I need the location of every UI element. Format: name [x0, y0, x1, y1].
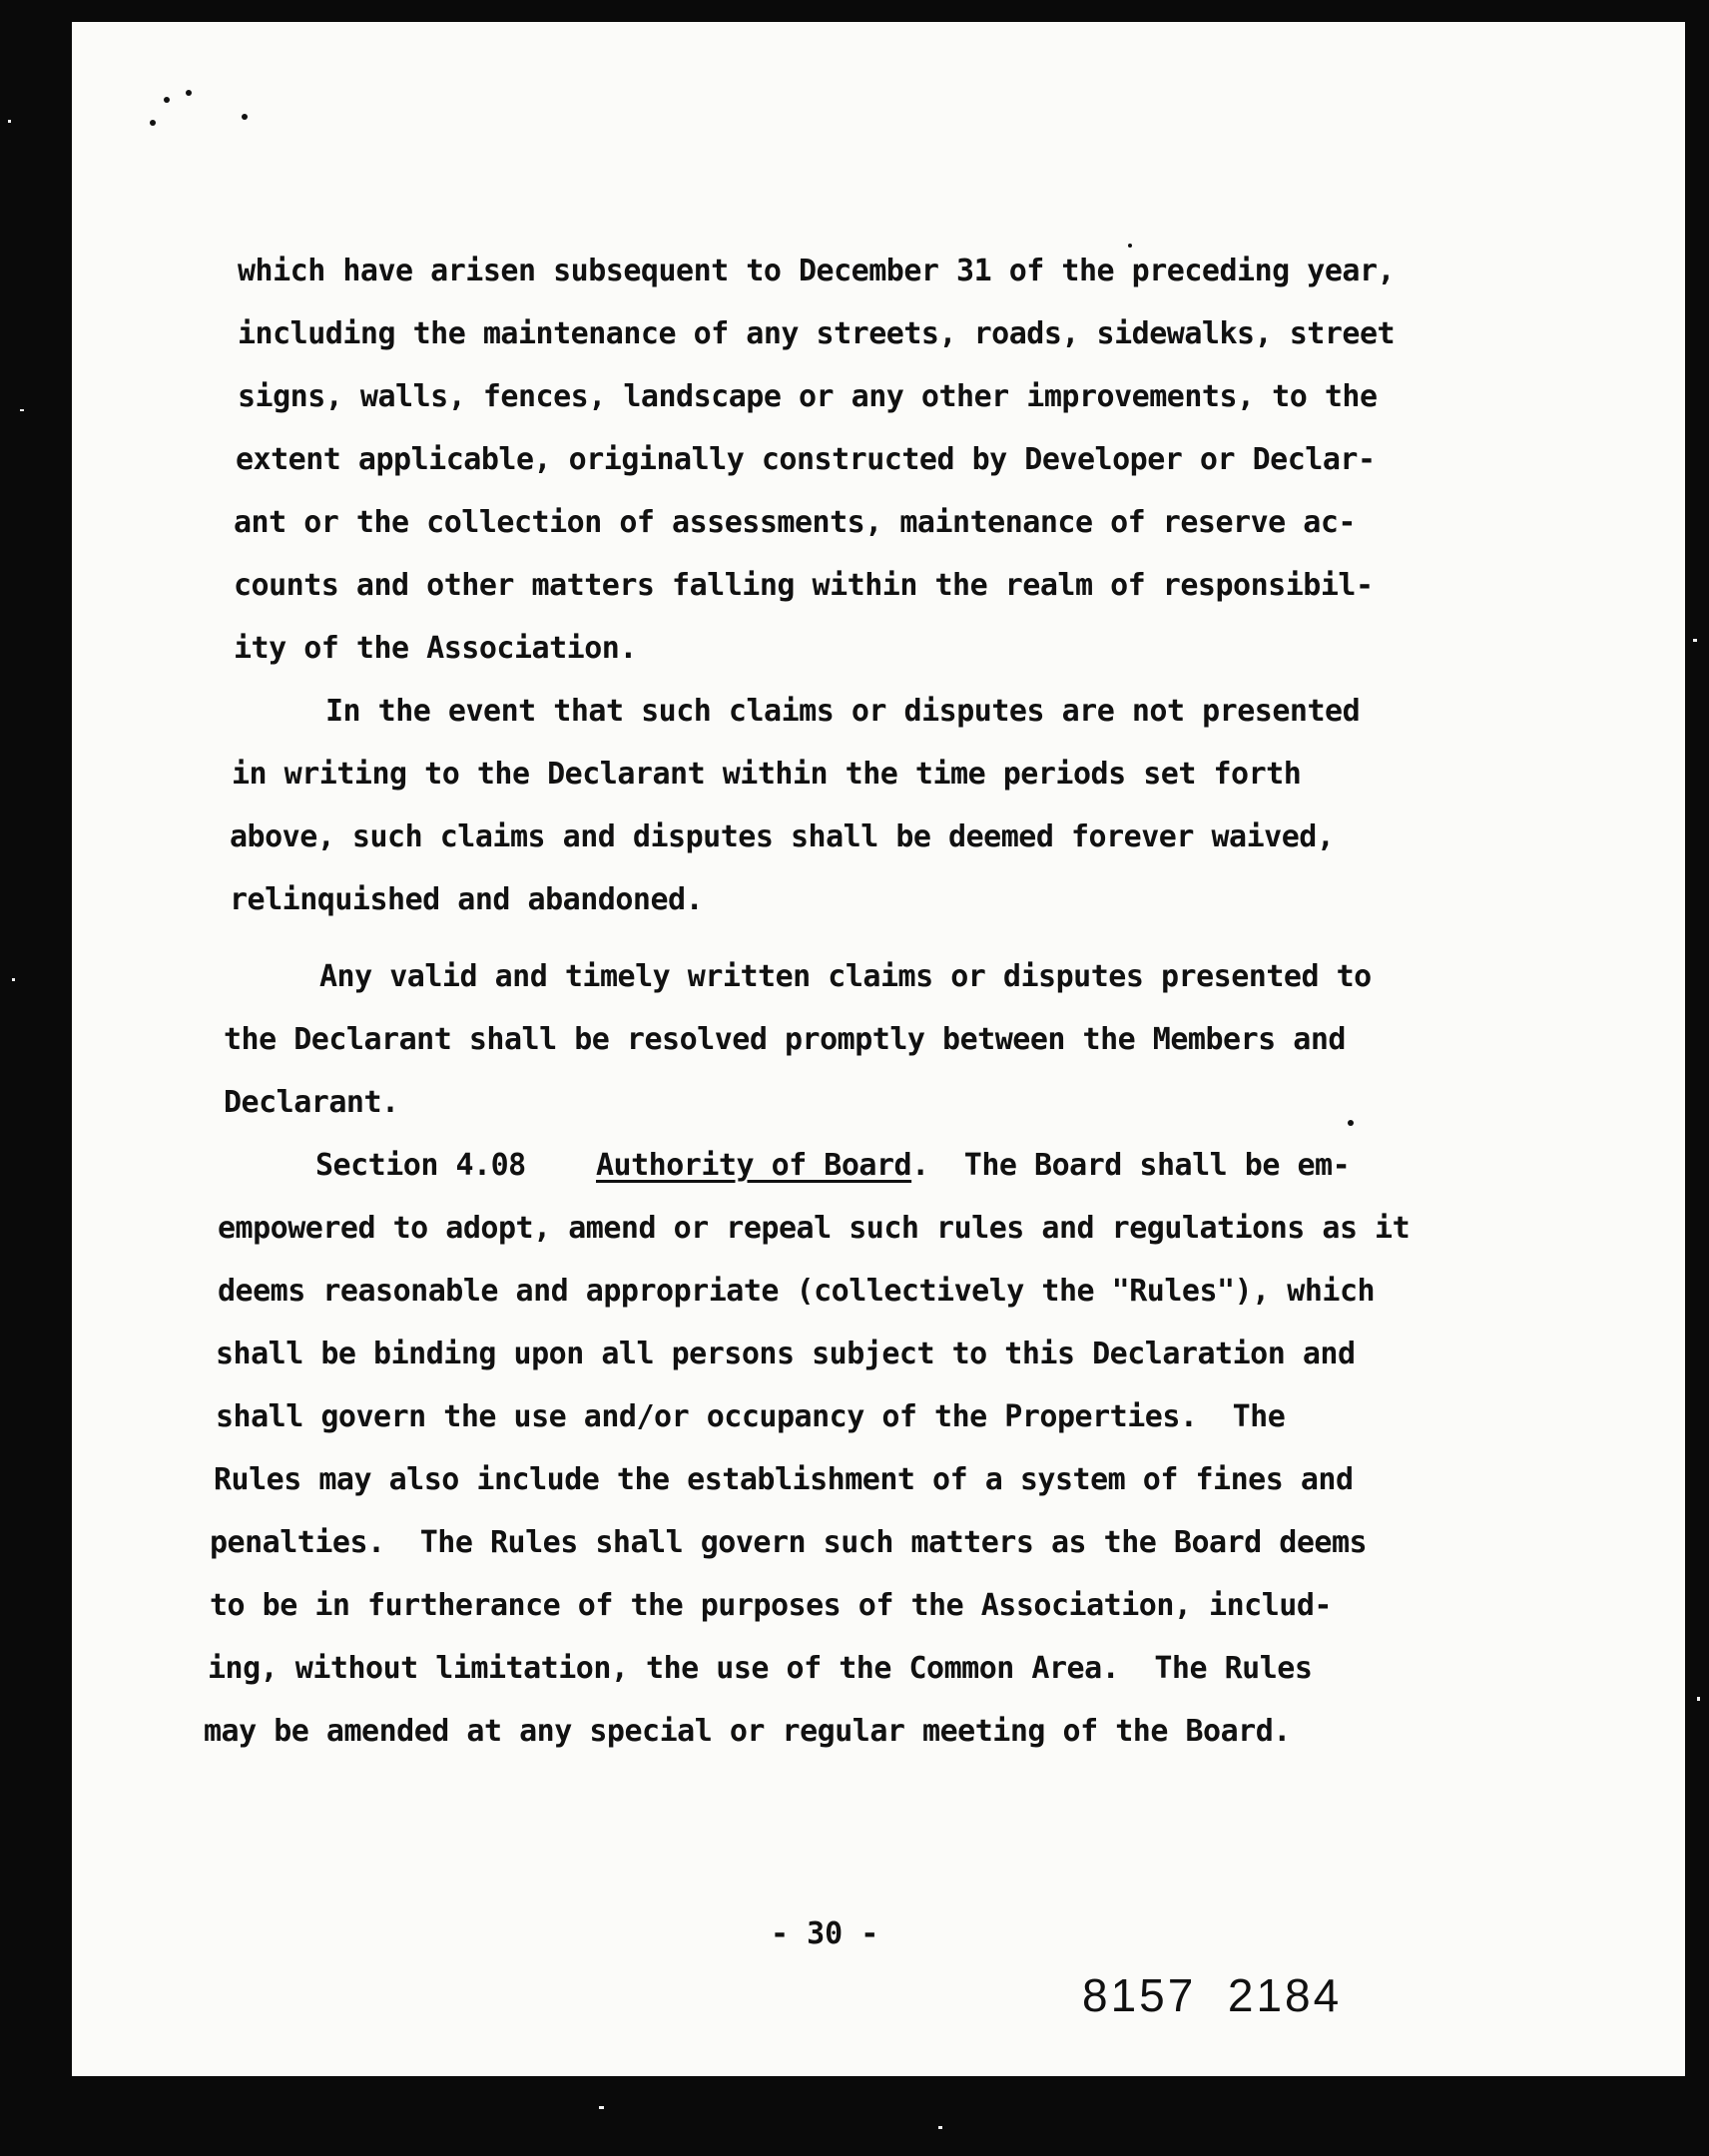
body-line: signs, walls, fences, landscape or any other improvements, to the — [238, 379, 1378, 414]
scan-speck — [242, 114, 248, 120]
body-line: empowered to adopt, amend or repeal such rules and regulations as it — [218, 1211, 1411, 1246]
body-line: the Declarant shall be resolved promptly between the Members and — [224, 1022, 1346, 1057]
body-line: to be in furtherance of the purposes of the Association, includ- — [210, 1588, 1332, 1623]
body-line: Any valid and timely written claims or disputes presented to — [319, 959, 1372, 994]
body-line: above, such claims and disputes shall be deemed forever waived, — [230, 819, 1335, 854]
body-line: Rules may also include the establishment of a system of fines and — [214, 1462, 1354, 1497]
scan-noise — [599, 2106, 604, 2109]
section-number: Section 4.08 — [315, 1148, 526, 1183]
body-line: shall govern the use and/or occupancy of the Properties. The — [216, 1399, 1286, 1434]
body-line: penalties. The Rules shall govern such matters as the Board deems — [210, 1525, 1368, 1560]
body-line: ity of the Association. — [234, 631, 637, 666]
document-page — [72, 22, 1685, 2076]
body-line: in writing to the Declarant within the time periods set forth — [232, 757, 1302, 792]
body-line: counts and other matters falling within the realm of responsibil- — [234, 568, 1374, 603]
scan-noise — [1693, 639, 1697, 642]
scan-speck — [1128, 244, 1132, 248]
scan-noise — [938, 2126, 942, 2129]
body-line: deems reasonable and appropriate (collectively the "Rules"), which — [218, 1274, 1376, 1309]
scan-noise — [12, 978, 15, 981]
scan-noise — [8, 120, 11, 123]
scan-speck — [164, 97, 170, 103]
body-line: In the event that such claims or disputes are not presented — [325, 694, 1361, 729]
scan-speck — [150, 120, 156, 126]
scan-noise — [20, 409, 24, 411]
section-title: Authority of Board — [596, 1148, 912, 1183]
body-line: ing, without limitation, the use of the Common Area. The Rules — [208, 1651, 1313, 1686]
section-heading-line — [315, 1148, 1350, 1183]
section-lead-text: . The Board shall be em- — [911, 1148, 1351, 1183]
body-line: including the maintenance of any streets, roads, sidewalks, street — [238, 316, 1396, 351]
body-line: extent applicable, originally constructed by Developer or Declar- — [236, 442, 1376, 477]
scan-noise — [1697, 1697, 1700, 1701]
body-line: relinquished and abandoned. — [230, 882, 704, 917]
body-line: ant or the collection of assessments, maintenance of reserve ac- — [234, 505, 1356, 540]
body-line: may be amended at any special or regular meeting of the Board. — [204, 1714, 1291, 1749]
scan-speck — [1348, 1120, 1354, 1126]
body-line: shall be binding upon all persons subject to this Declaration and — [216, 1337, 1356, 1371]
scan-speck — [186, 90, 192, 96]
page-number: - 30 - — [771, 1916, 879, 1951]
body-line: Declarant. — [224, 1085, 399, 1120]
document-stamp-number: 8157 2184 — [1082, 1969, 1343, 2021]
body-line: which have arisen subsequent to December 31 of the preceding year, — [238, 254, 1396, 288]
